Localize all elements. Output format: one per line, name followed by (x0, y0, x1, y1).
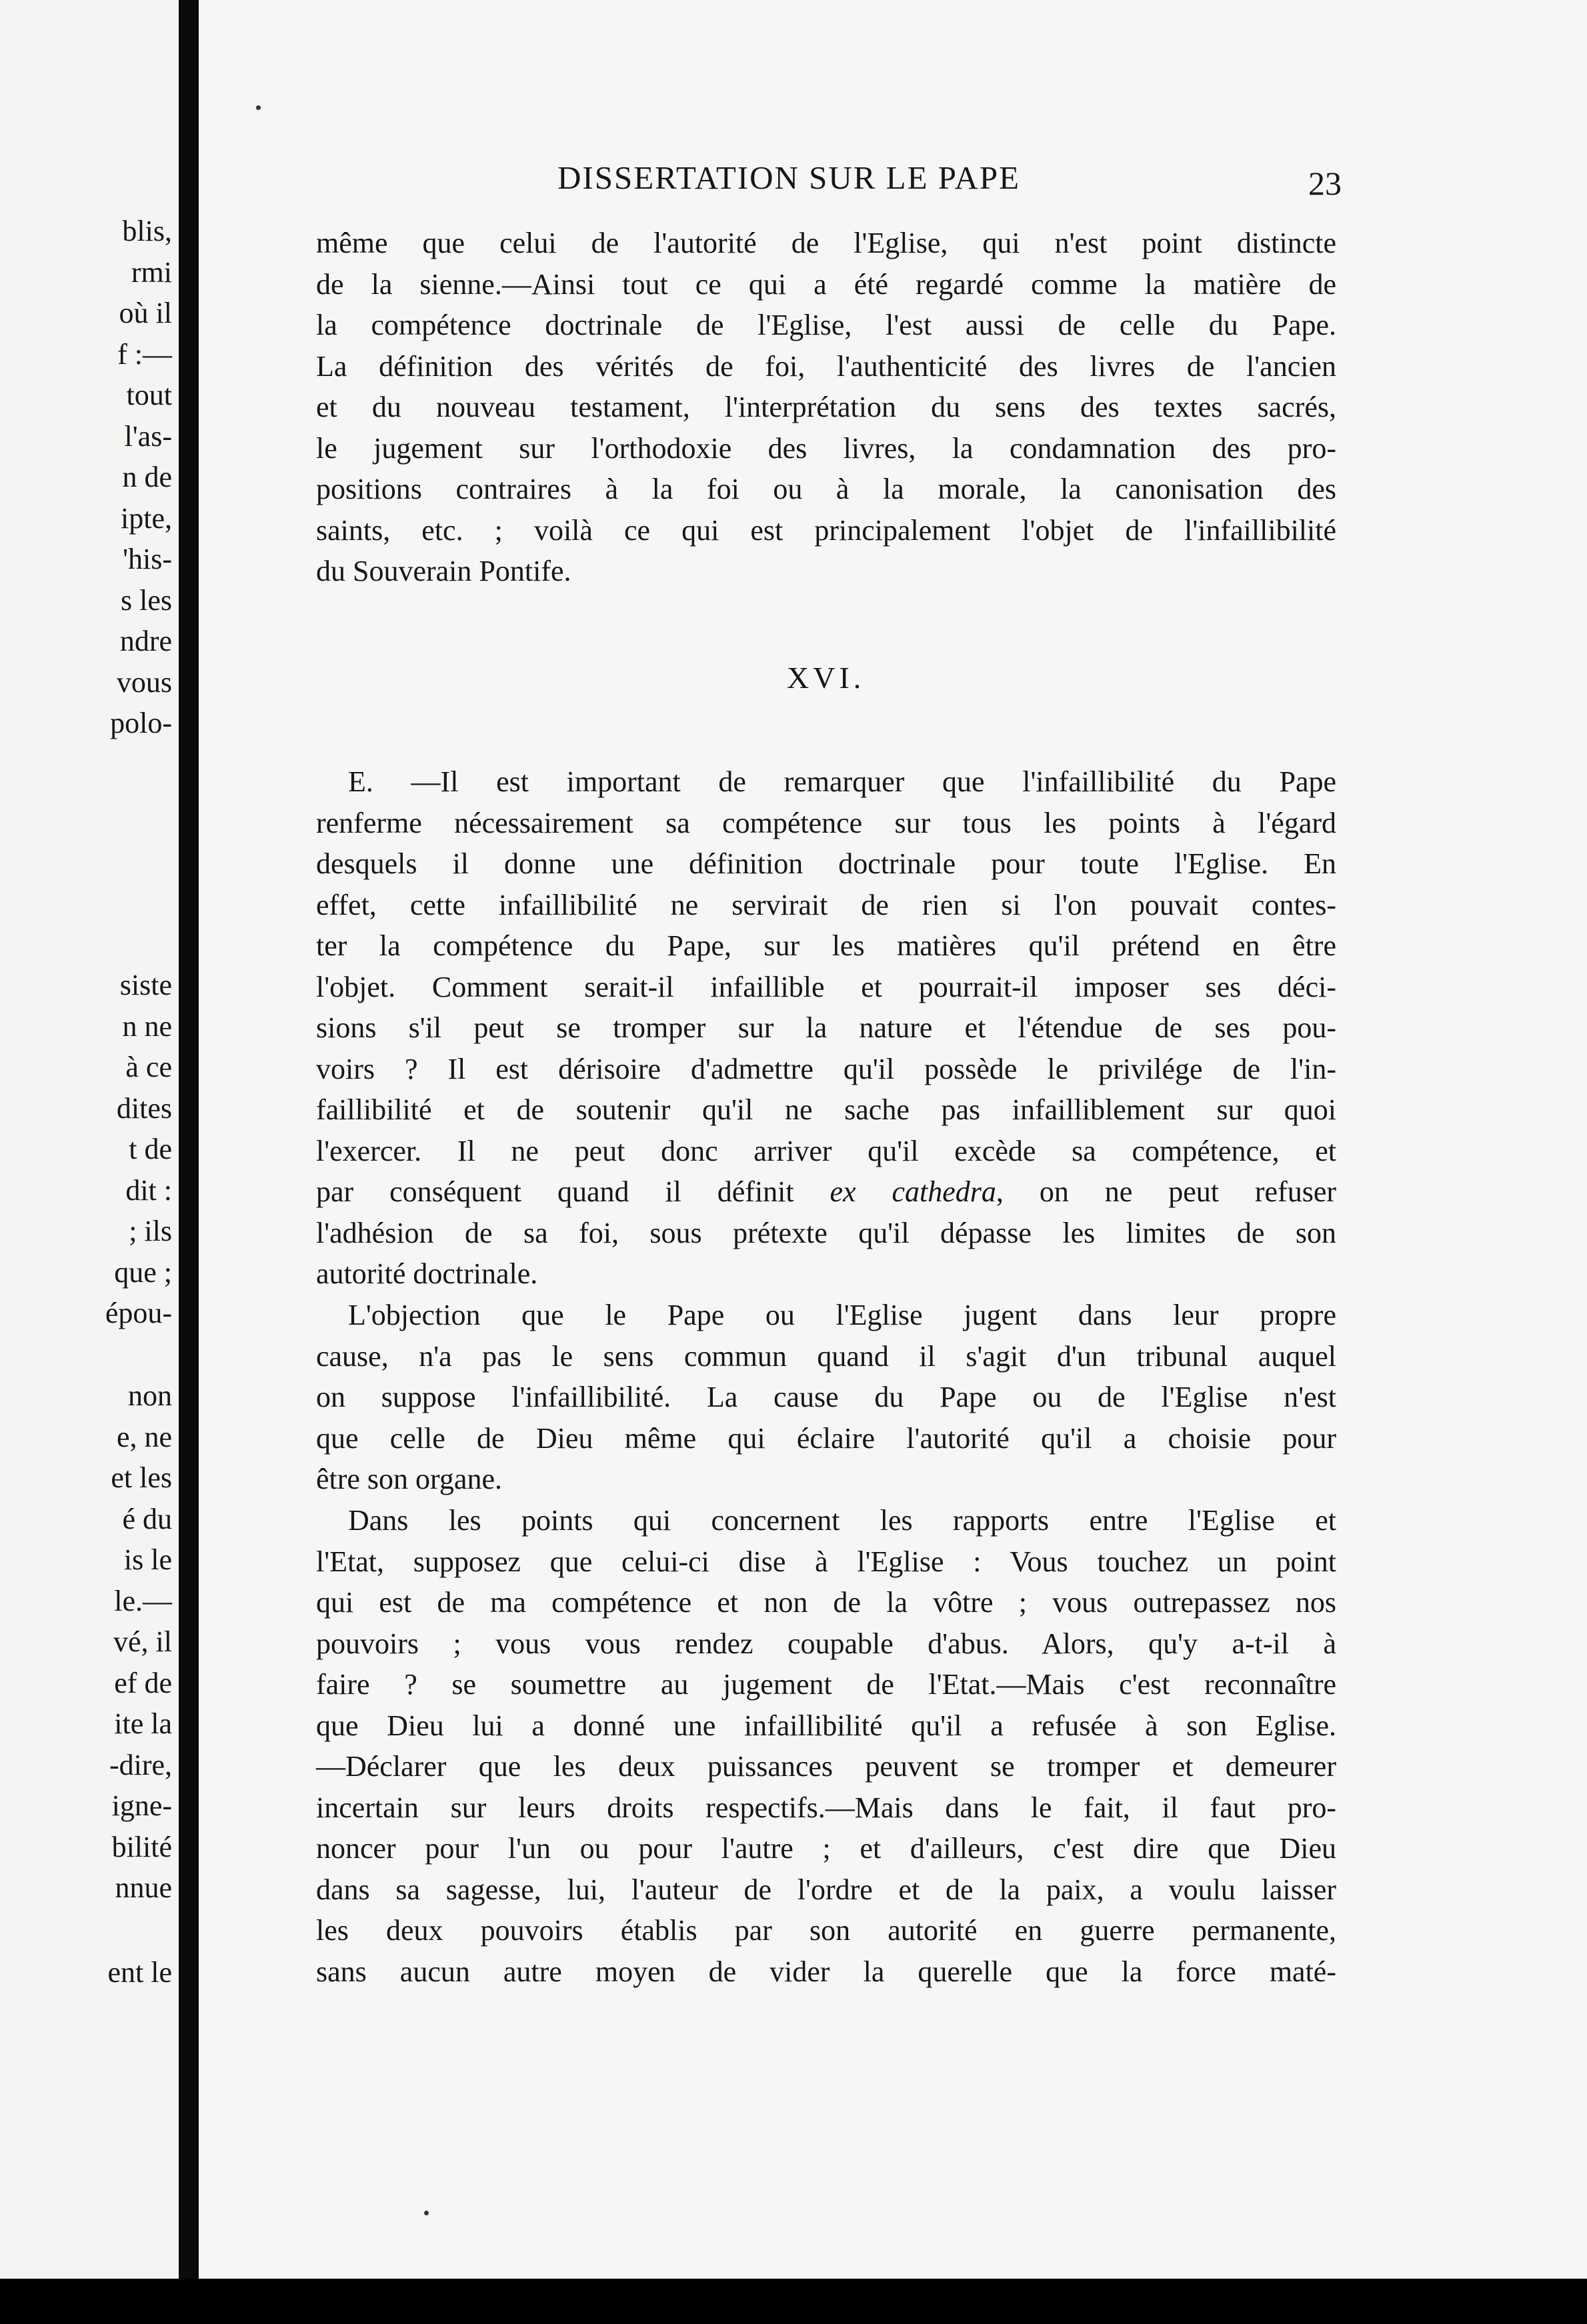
text-line: voirs ? Il est dérisoire d'admettre qu'il possède le privilége de l'in- (316, 1052, 1336, 1085)
text-line: cause, n'a pas le sens commun quand il s'agit d'un tribunal auquel (316, 1339, 1336, 1373)
previous-page-text: ndre (119, 625, 172, 657)
previous-page-text: ; ils (129, 1215, 172, 1247)
text-line: l'exercer. Il ne peut donc arriver qu'il excède sa compétence, et (316, 1134, 1336, 1167)
previous-page-text: à ce (125, 1051, 172, 1083)
running-title: DISSERTATION SUR LE PAPE (557, 159, 1021, 196)
previous-page-text: n ne (122, 1009, 172, 1043)
text-line: faire ? se soumettre au jugement de l'Etat.—Mais c'est reconnaître (316, 1668, 1336, 1701)
previous-page-text: e, ne (116, 1420, 172, 1453)
previous-page-middle-fragments (105, 965, 172, 1334)
previous-page-text: dites (116, 1091, 172, 1125)
previous-page-text: épou- (105, 1297, 172, 1329)
text-line: dans sa sagesse, lui, l'auteur de l'ordre et de la paix, a voulu laisser (316, 1873, 1336, 1906)
previous-page-text: is le (123, 1543, 172, 1576)
text-line: même que celui de l'autorité de l'Eglise, qui n'est point distincte (316, 227, 1336, 259)
text-line: La définition des vérités de foi, l'authenticité des livres de l'ancien (316, 349, 1336, 383)
text-line: la compétence doctrinale de l'Eglise, l'est aussi de celle du Pape. (316, 309, 1336, 341)
previous-page-text: blis, (122, 215, 172, 247)
text-line: du Souverain Pontife. (316, 555, 571, 587)
text-line: que Dieu lui a donné une infaillibilité qu'il a refusée à son Eglise. (316, 1709, 1336, 1742)
previous-page-text: ef de (114, 1666, 172, 1699)
previous-page-text: vous (116, 665, 172, 699)
text-line: Dans les points qui concernent les rapports entre l'Eglise et (348, 1504, 1336, 1537)
text-line: sions s'il peut se tromper sur la nature et l'étendue de ses pou- (316, 1011, 1336, 1044)
text-line: desquels il donne une définition doctrinale pour toute l'Eglise. En (316, 847, 1336, 880)
text-fragment: , on ne peut refuser (996, 1175, 1337, 1208)
previous-page-text: -dire, (109, 1748, 172, 1781)
previous-page-text: polo- (110, 707, 172, 739)
previous-page-text: le.— (114, 1584, 172, 1617)
previous-page-text: vé, il (113, 1625, 172, 1658)
paragraph-2 (316, 761, 1336, 1295)
previous-page-text: l'as- (124, 419, 172, 453)
text-line: noncer pour l'un ou pour l'autre ; et d'ailleurs, c'est dire que Dieu (316, 1832, 1336, 1865)
text-line: on suppose l'infaillibilité. La cause du Pape ou de l'Eglise n'est (316, 1381, 1336, 1413)
previous-page-text: 'his- (123, 543, 172, 575)
text-line: faillibilité et de soutenir qu'il ne sache pas infailliblement sur quoi (316, 1093, 1336, 1126)
previous-page-text: nnue (115, 1871, 172, 1904)
previous-page-text: é du (122, 1502, 172, 1535)
text-line: L'objection que le Pape ou l'Eglise jugent dans leur propre (348, 1299, 1336, 1331)
print-speck (256, 105, 261, 110)
previous-page-text: tout (126, 379, 172, 411)
previous-page-text: rmi (131, 255, 172, 289)
print-speck (424, 2211, 429, 2215)
text-line: sans aucun autre moyen de vider la querelle que la force maté- (316, 1955, 1336, 1988)
previous-page-upper-fragments (110, 211, 172, 744)
text-fragment: par conséquent quand il définit (316, 1175, 830, 1208)
text-line: incertain sur leurs droits respectifs.—Mais dans le fait, il faut pro- (316, 1791, 1336, 1824)
previous-page-text: n de (122, 461, 172, 493)
text-line: de la sienne.—Ainsi tout ce qui a été regardé comme la matière de (316, 267, 1336, 301)
text-line: positions contraires à la foi ou à la morale, la canonisation des (316, 473, 1336, 505)
text-line: que celle de Dieu même qui éclaire l'autorité qu'il a choisie pour (316, 1421, 1336, 1455)
italic-latin-term: ex cathedra (830, 1175, 996, 1208)
previous-page-text: ite la (114, 1707, 172, 1740)
text-line (316, 1171, 1336, 1213)
text-line: E. —Il est important de remarquer que l'infaillibilité du Pape (348, 765, 1336, 798)
text-line: autorité doctrinale. (316, 1257, 538, 1290)
text-line: ter la compétence du Pape, sur les matières qu'il prétend en être (316, 929, 1336, 962)
previous-page-bottom-fragment (107, 1952, 172, 1993)
previous-page-text: f :— (117, 337, 172, 371)
book-gutter (179, 0, 199, 2279)
paragraph-continuation (316, 223, 1336, 592)
previous-page-text: siste (119, 969, 172, 1001)
previous-page-text: que ; (114, 1255, 172, 1289)
previous-page-text: ent le (107, 1956, 172, 1989)
previous-page-fragment (0, 0, 179, 2279)
previous-page-text: bilité (111, 1830, 172, 1863)
text-line: qui est de ma compétence et non de la vôtre ; vous outrepassez nos (316, 1586, 1336, 1619)
previous-page-lower-fragments (109, 1375, 172, 1909)
previous-page-text: ipte, (121, 501, 172, 535)
previous-page-text: t de (129, 1133, 172, 1165)
previous-page-text: dit : (125, 1173, 172, 1207)
text-line: être son organe. (316, 1463, 502, 1495)
text-line: l'objet. Comment serait-il infaillible et pourrait-il imposer ses déci- (316, 970, 1336, 1003)
previous-page-text: non (128, 1379, 172, 1412)
text-line: l'adhésion de sa foi, sous prétexte qu'il dépasse les limites de son (316, 1216, 1336, 1249)
text-line: les deux pouvoirs établis par son autorité en guerre permanente, (316, 1914, 1336, 1947)
text-line: le jugement sur l'orthodoxie des livres, la condamnation des pro- (316, 431, 1336, 465)
text-line: —Déclarer que les deux puissances peuvent se tromper et demeurer (316, 1750, 1336, 1783)
previous-page-text: et les (111, 1461, 172, 1494)
text-line: effet, cette infaillibilité ne servirait de rien si l'on pouvait contes- (316, 888, 1336, 921)
previous-page-text: où il (119, 297, 172, 329)
text-line: pouvoirs ; vous vous rendez coupable d'abus. Alors, qu'y a-t-il à (316, 1627, 1336, 1660)
text-line: l'Etat, supposez que celui-ci dise à l'Eglise : Vous touchez un point (316, 1545, 1336, 1578)
text-line: renferme nécessairement sa compétence sur tous les points à l'égard (316, 806, 1336, 839)
paragraph-3 (316, 1295, 1336, 1500)
previous-page-text: igne- (111, 1789, 172, 1822)
text-line: saints, etc. ; voilà ce qui est principalement l'objet de l'infaillibilité (316, 513, 1336, 547)
book-page (199, 0, 1587, 2279)
previous-page-text: s les (121, 583, 172, 617)
section-number: XVI. (787, 661, 866, 695)
page-number: 23 (1308, 165, 1342, 202)
text-line: et du nouveau testament, l'interprétation du sens des textes sacrés, (316, 391, 1336, 423)
paragraph-4 (316, 1500, 1336, 1992)
